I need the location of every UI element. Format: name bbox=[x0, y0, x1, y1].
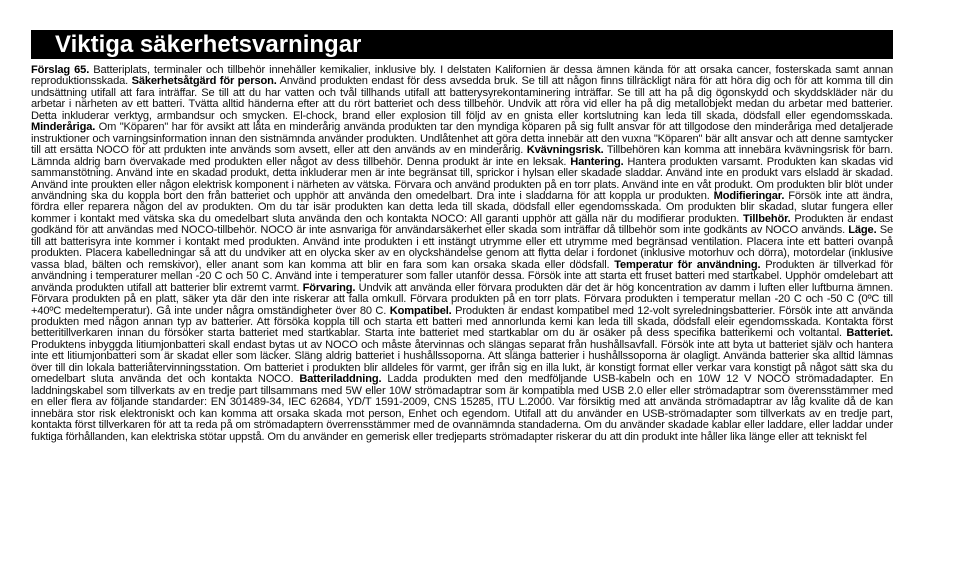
section-text: Produkten är tillverkad för användning i temperaturer mellan -20 C och 50 C. Använd inte i temperaturer som faller utanför dessa. Försök inte att starta ett fruset batteri med startkabel. Upphör omdelebart att använda produkten utifall att batterier blir extremt varmt. bbox=[31, 258, 893, 294]
section-title: Kompatibel. bbox=[389, 304, 452, 317]
section-title: Modifieringar. bbox=[713, 189, 785, 202]
section-title: Förvaring. bbox=[302, 281, 356, 294]
section-title: Läge. bbox=[848, 224, 877, 237]
page-title: Viktiga säkerhetsvarningar bbox=[55, 31, 362, 58]
section-text: Produkten är endast kompatibel med 12-volt syreledningsbatterier. Försök inte att använda produkten med någon annan typ av batterier. Att försöka koppla till och starta ett batteri med annorlunda kemi kan leda till skada, dödsfall eleir egendomsskada. Kontakta först betteritillverkaren innan du försöker starta batteriet med startkablar. Starta inte batteriet med startkablar om du är osäker på dess specifika batterikemi och voltantal. bbox=[31, 304, 893, 340]
section-title: Säkerhetsåtgärd för person. bbox=[131, 75, 277, 88]
section-text: Produkten är endast godkänd för att användas med NOCO-tillbehör. NOCO är inte asnvariga för användarsäkerhet eller skada som inträffar då tillbehör som inte godkänts av NOCO används. bbox=[31, 212, 893, 237]
page-title-banner bbox=[31, 30, 893, 59]
section-title: Hantering. bbox=[570, 155, 624, 168]
section-text: Hantera produkten varsamt. Produkten kan skadas vid sammanstötning. Använd inte en skadad produkt, detta inkluderar men är inte begränsat till, sprickor i hylsan eller skadade sladdar. Använd inte en produkt vars elsladd är skadad. Använd inte proukten eller någon elektrisk komponent i närheten av vätska. Förvara och använd produkten på en torr plats. Använd inte en våt produkt. Om produkten blir blöt under användning ska du koppla bort den från batteriet och upphör att använda den omedelbart. Dra inte i sladdarna för att koppla ur produkten. bbox=[31, 155, 893, 202]
section-text: Undvik att använda eller förvara produkten där det är hög koncentration av damm i luften eller luftburna ämnen. Förvara produkten på en platt, säker yta där den inte riskerar att falla omkull. Förvara produkten på en torr plats. Förvara produkten i temperatur mellan -20 C och -50 C (0ºC till +40ºC medeltemperatur). Gå inte under några omständigheter över 80 C. bbox=[31, 281, 893, 317]
section-title: Batteriet. bbox=[846, 327, 893, 340]
section-title: Minderåriga. bbox=[31, 121, 96, 134]
section-text: Om "Köparen" har för avsikt att låta en minderårig använda produkten tar den myndiga köparen på sig fullt ansvar för att tillgodose den minderåriga med detaljerade instruktioner och varningsinformation innan den sistnämnda använder produkten. Undlåtenhet att göra detta innebär att den vuxna "Köparen" bär allt ansvar och att denne samtycker till att ersätta NOCO för att prdukten inte används som avsett, eller att den används av en minderårig. bbox=[31, 121, 893, 157]
section-text: Produktens inbyggda litiumjonbatteri skall endast bytas ut av NOCO och måste återvinnas och slängas separat från hushållsavfall. Försök inte att byta ut batteriet själv och hantera inte ett litiumjonbatteri som är skadat eller som läcker. Släng aldrig batteriet i hushållssoporna. Att slänga batterier i hushållssoporna är olagligt. Använda batterier ska alltid lämnas över till din lokala batteriåtervinningsstation. Om batteriet i produkten blir alldeles för varmt, ger ifrån sig en illa lukt, är konstigt format eller verkar vara konstigt på något sätt ska du omedelbart sluta använda det och kontakta NOCO. bbox=[31, 338, 893, 386]
section-text: Använd produkten endast för dess avsedda bruk. Se till att någon finns tillräckligt nära för att höra dig och för att komma till din undsättning utifall att fara inträffar. Se till att du har vatten och tvål tillhands utifall att batterysyrekontaminering inträffar. Se till att ha på dig ögonskydd och skyddskläder när du arbetar i närheten av ett batteri. Tvätta alltid händerna efter att du rört batteriet och dess tillbehör. Undvik att röra vid eller ha på dig metallobjekt medan du arbetar med batterier. Detta inkluderar verktyg, armbandsur och smycken. El-chock, brand eller explosion till följd av en gnista eller kortslutning kan leda till skada, dödsfall eller egendomsskada. bbox=[31, 75, 893, 122]
section-text: Försök inte att ändra, fördra eller reparera någon del av produkten. Om du tar isär produkten kan detta leda till skada, dödsfall eller egendomsskada. Om produkten blir skadad, slutar fungera eller kommer i kontakt med vätska ska du omedelbart sluta använda den och kontakta NOCO: All garanti upphör att gälla när du modifierar produkten. bbox=[31, 189, 893, 225]
section-title: Tillbehör. bbox=[742, 212, 791, 225]
section-text: Se till att batterisyra inte kommer i kontakt med produkten. Använd inte produkten i ett instängt utrymme eller ett utrymme med begränsad ventilation. Placera inte ett batteri ovanpå produkten. Placera kabelledningar så att du undviker att en olycka sker av en olyckshändelse genom att flytta delar i fordonet (inklusive motorhuv och dörra), motordelar (inklusive vassa blad, bälten och remskivor), eller anant som kan komma att blir en fara som kan orsaka skada eller dödsfall. bbox=[31, 224, 893, 271]
section-title: Kvävningsrisk. bbox=[526, 144, 604, 157]
section-title: Batteriladdning. bbox=[299, 373, 382, 386]
section-text: Tillbehören kan komma att innebära kvävningsrisk för barn. Lämnda aldrig barn övervakade med produkten eller något av dess tillbehör. Denna produkt är inte en leksak. bbox=[31, 144, 893, 168]
section-text: Ladda produkten med den medföljande USB-kabeln och en 10W 12 V NOCO strömadadapter. En laddningskabel som tillverkats av en tredje part tillsammans med 5W eller 10W strömadaptrar som är kompatibla med USB 2.0 eller eller strömadaptrar som överensstämmer med en eller flera av följande standarder: EN 301489-34, IEC 62684, YD/T 1591-2009, CNS 15285, ITU L.2000. Var försiktig med att använda strömadaptrar av låg kvalite då de kan innebära stor risk elektroniskt och kan komma att orsaka skada mot person, Enhet och egendom. Utifall att du använder en USB-strömadapter som tillverkats av en tredje part, kontakta först tillverkaren för att ta reda på om strömadaptern överrensstämmer med de ovannämnda standaderna. Om du använder skadade kablar eller laddare, eller laddar under fuktiga förhållanden, kan elektriska stötar uppstå. Om du använder en gemerisk eller tredjeparts strömadapter riskerar du att din produkt inte håller lika länge eller att tekniskt fel bbox=[31, 373, 893, 443]
section-title: Förslag 65. bbox=[31, 65, 90, 76]
section-text: Batteriplats, terminaler och tillbehör innehåller kemikalier, inklusive bly. I delstaten Kalifornien är dessa ämnen kända för att orsaka cancer, fosterskada samt annan reproduktionsskada. bbox=[31, 65, 893, 88]
warnings-body bbox=[31, 65, 893, 567]
section-title: Temperatur för användning. bbox=[614, 258, 761, 271]
